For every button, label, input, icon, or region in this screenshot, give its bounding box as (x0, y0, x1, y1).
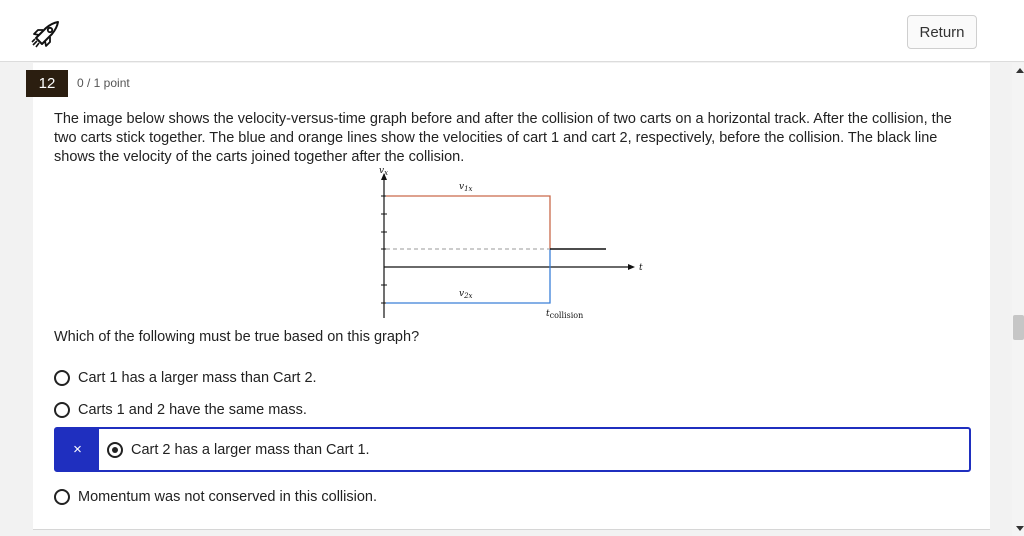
scroll-up-arrow-icon[interactable] (1016, 68, 1024, 73)
answer-label: Carts 1 and 2 have the same mass. (78, 402, 307, 418)
question-points: 0 / 1 point (77, 76, 130, 90)
v1-label: $v_{1x}$ (459, 182, 473, 193)
v2-label: $v_{2x}$ (459, 289, 473, 300)
answer-label: Cart 1 has a larger mass than Cart 2. (78, 370, 317, 386)
question-number: 12 (26, 70, 68, 97)
answer-option-1[interactable] (54, 366, 317, 390)
answer-option-4[interactable] (54, 485, 377, 509)
t-collision-label: tcollision (546, 309, 584, 320)
scrollbar-thumb[interactable] (1013, 315, 1024, 340)
return-button[interactable]: Return (907, 15, 977, 49)
answer-option-3-selected[interactable] (54, 427, 971, 472)
question-ask: Which of the following must be true based on this graph? (54, 329, 420, 345)
top-bar (0, 0, 1024, 62)
radio-button[interactable] (54, 402, 70, 418)
rocket-icon (30, 20, 60, 48)
incorrect-icon: × (56, 429, 99, 470)
radio-button[interactable] (54, 489, 70, 505)
answer-label: Momentum was not conserved in this collision. (78, 489, 377, 505)
answer-option-2[interactable] (54, 398, 307, 422)
scroll-down-arrow-icon[interactable] (1016, 526, 1024, 531)
y-axis-label: $v_x$ (379, 166, 389, 177)
velocity-time-graph (368, 164, 648, 324)
question-prompt: The image below shows the velocity-versus-time graph before and after the collision of two carts on a horizontal track. After the collision, the two carts stick together. The blue and orange lines show the velocities of cart 1 and cart 2, respectively, before the collision. The black line shows the velocity of the carts joined together after the collision. (54, 111, 952, 165)
answer-label: Cart 2 has a larger mass than Cart 1. (131, 441, 370, 458)
x-axis-label: t (639, 263, 643, 273)
cart1-velocity-line (386, 196, 550, 249)
radio-button-selected[interactable] (107, 442, 123, 458)
radio-button[interactable] (54, 370, 70, 386)
scrollbar-track[interactable] (1012, 63, 1024, 536)
x-axis-arrow (628, 264, 635, 270)
